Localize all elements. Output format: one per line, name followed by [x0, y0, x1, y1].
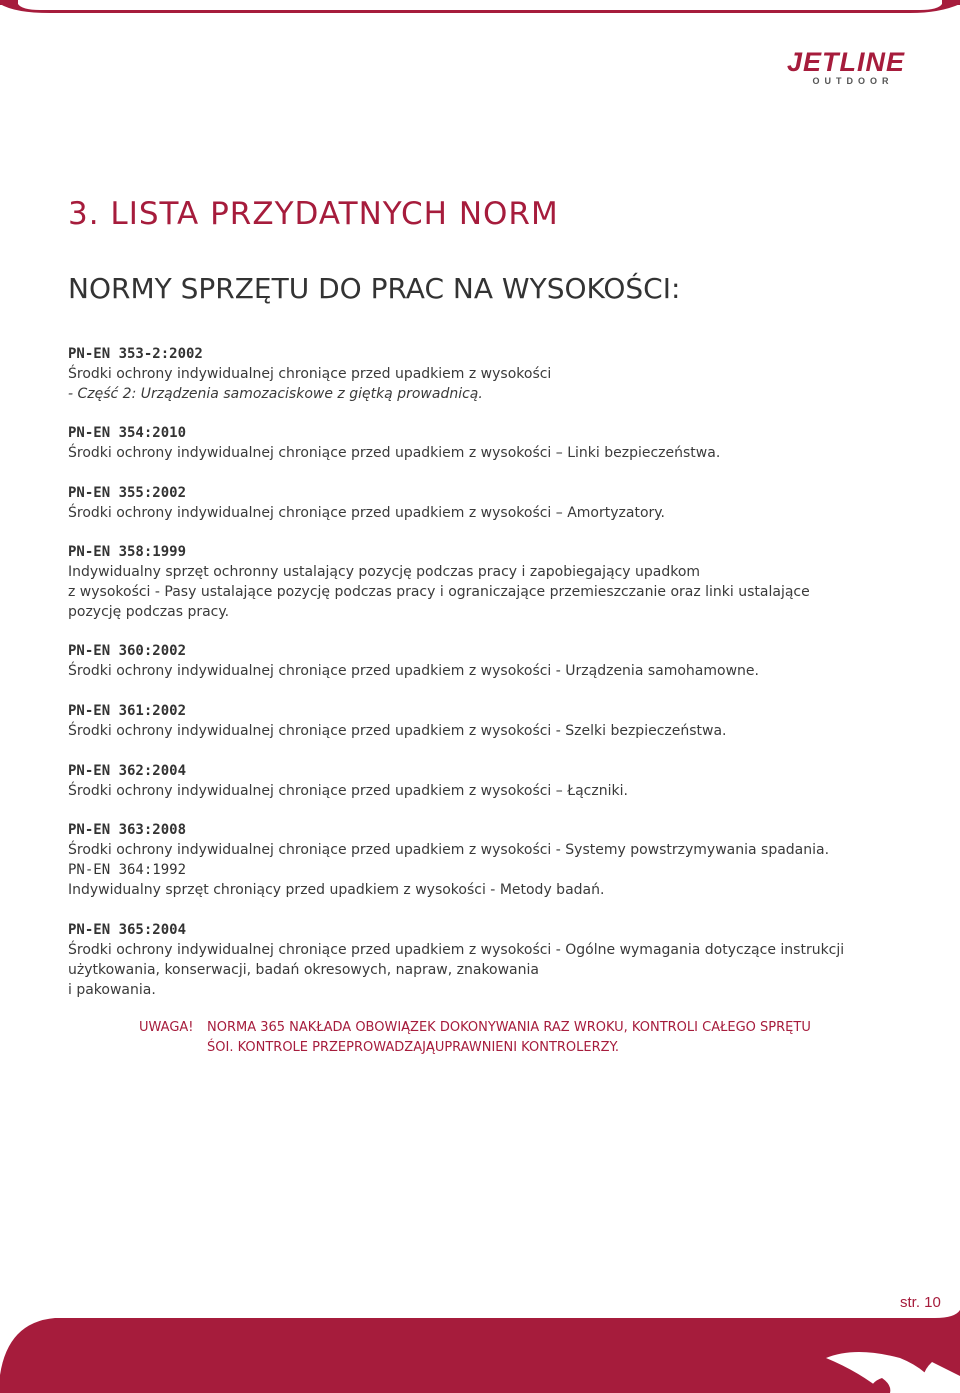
norm-description: Środki ochrony indywidualnej chroniące przed upadkiem z wysokości - Systemy powstrzymywania spadania. [68, 842, 830, 858]
norm-item [68, 920, 898, 1000]
norm-code: PN-EN 358:1999 [68, 544, 187, 560]
norm-description: Indywidualny sprzęt chroniący przed upadkiem z wysokości - Metody badań. [68, 882, 605, 898]
norm-code: PN-EN 354:2010 [68, 425, 187, 441]
norm-description-part: - Część 2: Urządzenia samozaciskowe z giętką prowadnicą. [68, 386, 483, 402]
page-subtitle: NORMY SPRZĘTU DO PRAC NA WYSOKOŚCI: [68, 272, 681, 305]
norm-item [68, 641, 898, 681]
norm-item [68, 423, 898, 463]
norm-description: Środki ochrony indywidualnej chroniące przed upadkiem z wysokości - Urządzenia samohamowne. [68, 663, 759, 679]
norm-item [68, 761, 898, 801]
norm-description: Środki ochrony indywidualnej chroniące przed upadkiem z wysokości – Łączniki. [68, 783, 628, 799]
norm-code: PN-EN 353-2:2002 [68, 346, 203, 362]
norm-item [68, 542, 898, 622]
section-title: 3. LISTA PRZYDATNYCH NORM [68, 196, 559, 232]
norm-item [68, 344, 898, 404]
norm-description: Środki ochrony indywidualnej chroniące przed upadkiem z wysokości [68, 366, 552, 382]
header-band [0, 0, 960, 14]
norm-code: PN-EN 360:2002 [68, 643, 187, 659]
norm-code: PN-EN 355:2002 [68, 485, 187, 501]
norm-code: PN-EN 362:2004 [68, 763, 187, 779]
norm-item [68, 701, 898, 741]
norm-description: Indywidualny sprzęt ochronny ustalający pozycję podczas pracy i zapobiegający upadkom z wysokości - Pasy ustalające pozycję podczas pracy i ograniczające przemieszczanie oraz linki ustalające pozycję podczas pracy. [68, 564, 810, 620]
norm-code: PN-EN 364:1992 [68, 862, 187, 878]
logo-sub-text: OUTDOOR [812, 76, 894, 86]
norm-item [68, 483, 898, 523]
norm-code: PN-EN 363:2008 [68, 822, 187, 838]
norm-item [68, 820, 898, 900]
norm-description: Środki ochrony indywidualnej chroniące przed upadkiem z wysokości – Amortyzatory. [68, 505, 666, 521]
norm-code: PN-EN 361:2002 [68, 703, 187, 719]
norm-code: PN-EN 365:2004 [68, 922, 187, 938]
norm-description: Środki ochrony indywidualnej chroniące przed upadkiem z wysokości - Szelki bezpieczeństwa. [68, 723, 727, 739]
jetline-logo [786, 48, 906, 87]
warning-text: NORMA 365 NAKŁADA OBOWIĄZEK DOKONYWANIA RAZ WROKU, KONTROLI CAŁEGO SPRĘTU ŚOI. KONTROLE PRZEPROWADZAJĄUPRAWNIENI KONTROLERZY. [207, 1020, 811, 1055]
logo-main-text: JETLINE [786, 47, 906, 77]
warning-label: UWAGA! [139, 1020, 194, 1035]
norm-description: Środki ochrony indywidualnej chroniące przed upadkiem z wysokości – Linki bezpieczeństwa. [68, 445, 721, 461]
page-number: str. 10 [900, 1294, 941, 1311]
footer-decoration [0, 1280, 960, 1393]
norm-description: Środki ochrony indywidualnej chroniące przed upadkiem z wysokości - Ogólne wymagania dotyczące instrukcji użytkowania, konserwacji, badań okresowych, napraw, znakowania i pakowania. [68, 942, 845, 998]
